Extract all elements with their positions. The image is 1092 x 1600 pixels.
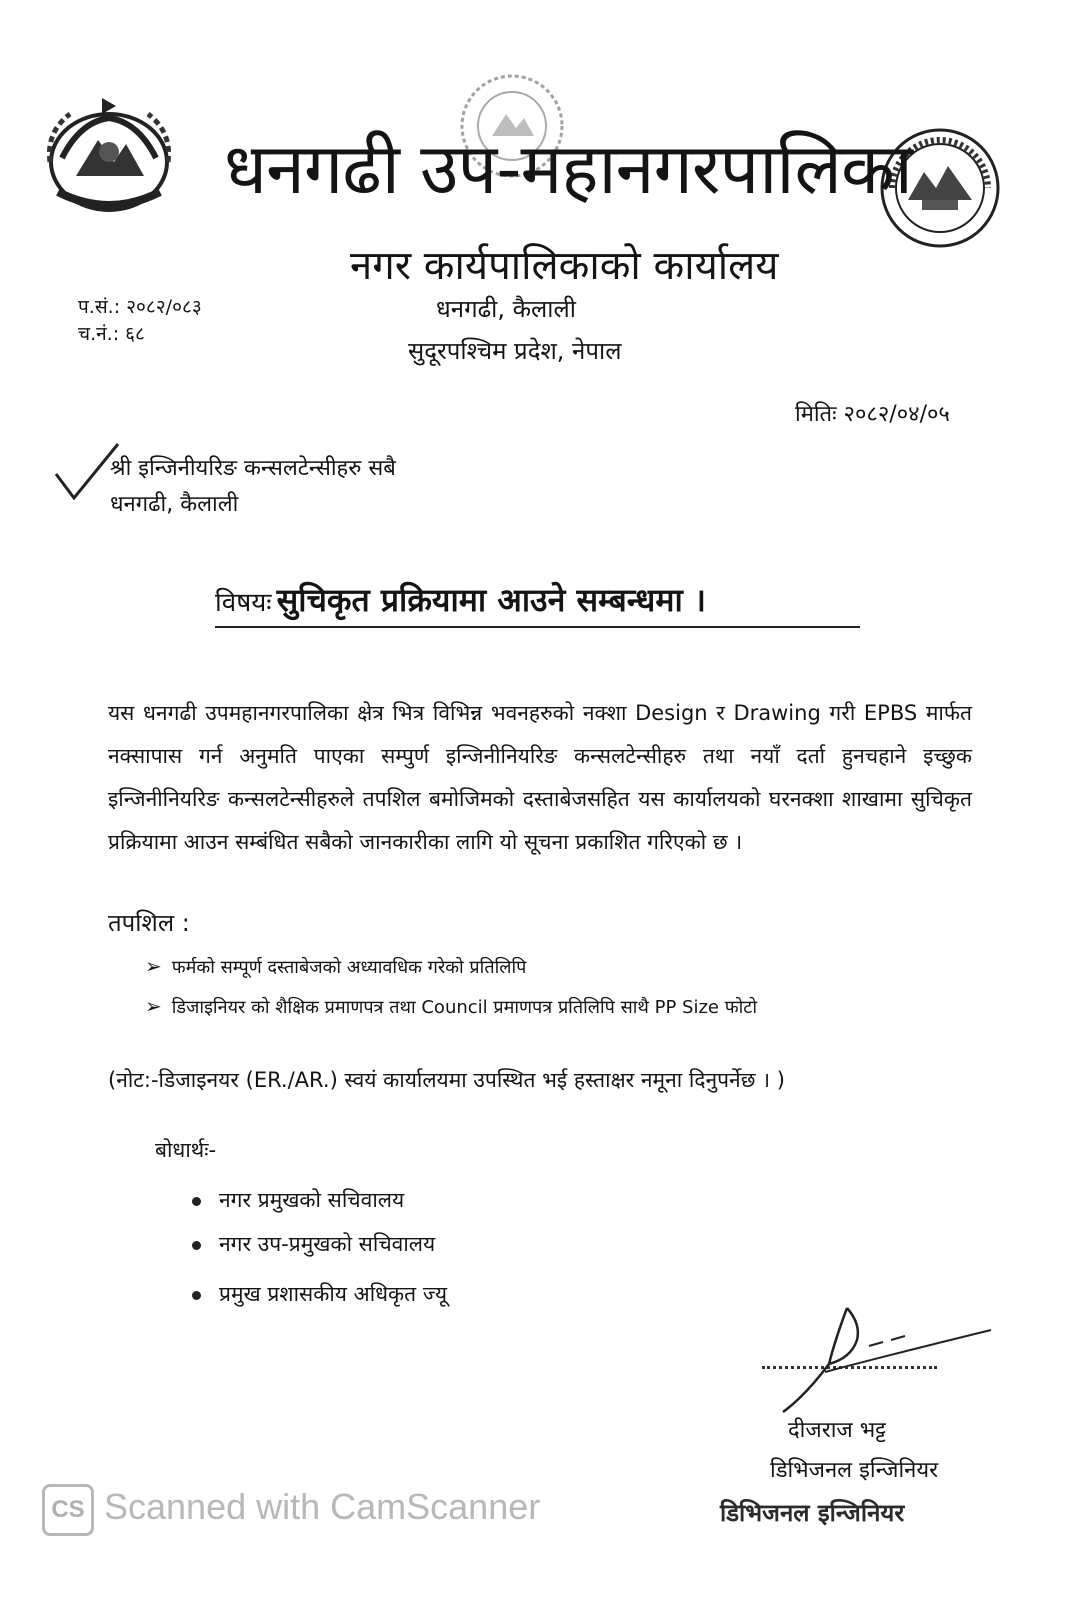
bullet-icon — [192, 1241, 201, 1250]
letter-date: मितिः २०८२/०४/०५ — [795, 402, 950, 427]
subject-label: विषयः — [215, 588, 272, 618]
bullet-icon — [192, 1197, 201, 1206]
list-item — [192, 1230, 435, 1258]
office-subtitle: नगर कार्यपालिकाको कार्यालय — [350, 243, 779, 289]
signatory-post: डिभिजनल इन्जिनियर — [770, 1458, 939, 1483]
camscanner-logo-icon: CS — [42, 1484, 94, 1536]
signatory-stamp: डिभिजनल इन्जिनियर — [720, 1499, 905, 1527]
subject — [215, 578, 706, 621]
nepal-emblem-icon — [40, 92, 178, 220]
office-title: धनगढी उप-महानगरपालिका — [224, 128, 912, 210]
subject-text: सुचिकृत प्रक्रियामा आउने सम्बन्धमा । — [276, 581, 707, 619]
arrow-bullet-icon: ➢ — [145, 994, 162, 1018]
camscanner-watermark: Scanned with CamScanner — [104, 1486, 541, 1527]
list-item — [145, 994, 757, 1019]
tapshil-label: तपशिल : — [108, 909, 190, 937]
tapshil-item-2: डिजाइनियर को शैक्षिक प्रमाणपत्र तथा Council प्रमाणपत्र प्रतिलिपि साथै PP Size फोटो — [171, 997, 758, 1018]
list-item — [145, 954, 526, 979]
patra-sankhya: प.सं.: २०८२/०८३ — [78, 296, 202, 318]
cc-item-2: नगर उप-प्रमुखको सचिवालय — [219, 1232, 436, 1256]
list-item — [192, 1280, 447, 1308]
arrow-bullet-icon: ➢ — [145, 954, 162, 978]
cc-item-3: प्रमुख प्रशासकीय अधिकृत ज्यू — [219, 1282, 448, 1306]
address-line1: धनगढी, कैलाली — [436, 295, 576, 323]
cc-item-1: नगर प्रमुखको सचिवालय — [219, 1188, 405, 1212]
address-line2: सुदूरपश्चिम प्रदेश, नेपाल — [408, 337, 622, 365]
signatory-name: दीजराज भट्ट — [788, 1418, 886, 1443]
bullet-icon — [192, 1291, 201, 1300]
letter-body: यस धनगढी उपमहानगरपालिका क्षेत्र भित्र विभिन्न भवनहरुको नक्शा Design र Drawing गरी EPBS मार्फत नक्सापास गर्न अनुमति पाएका सम्पुर्ण इन्जिनीनियरिङ कन्सलटेन्सीहरु तथा नयाँ दर्ता हुनचहाने इच्छुक इन्जिनीनियरिङ कन्सलटेन्सीहरुले तपशिल बमोजिमको दस्ताबेजसहित यस कार्यालयको घरनक्शा शाखामा सुचिकृत प्रक्रियामा आउन सम्बंधित सबैको जानकारीका लागि यो सूचना प्रकाशित गरिएको छ । — [108, 701, 972, 854]
recipient-line2: धनगढी, कैलाली — [110, 492, 239, 517]
bodharth-label: बोधार्थः- — [155, 1138, 217, 1162]
tapshil-item-1: फर्मको सम्पूर्ण दस्ताबेजको अध्यावधिक गरेको प्रतिलिपि — [171, 957, 527, 978]
subject-underline — [215, 626, 860, 628]
chalani-number: च.नं.: ६८ — [78, 323, 145, 345]
recipient-line1: श्री इन्जिनीयरिङ कन्सलटेन्सीहरु सबै — [110, 456, 396, 481]
note: (नोट:-डिजाइनयर (ER./AR.) स्वयं कार्यालयमा उपस्थित भई हस्ताक्षर नमूना दिनुपर्नेछ । ) — [108, 1068, 785, 1092]
list-item — [192, 1186, 404, 1214]
handwritten-signature-icon — [765, 1300, 995, 1420]
